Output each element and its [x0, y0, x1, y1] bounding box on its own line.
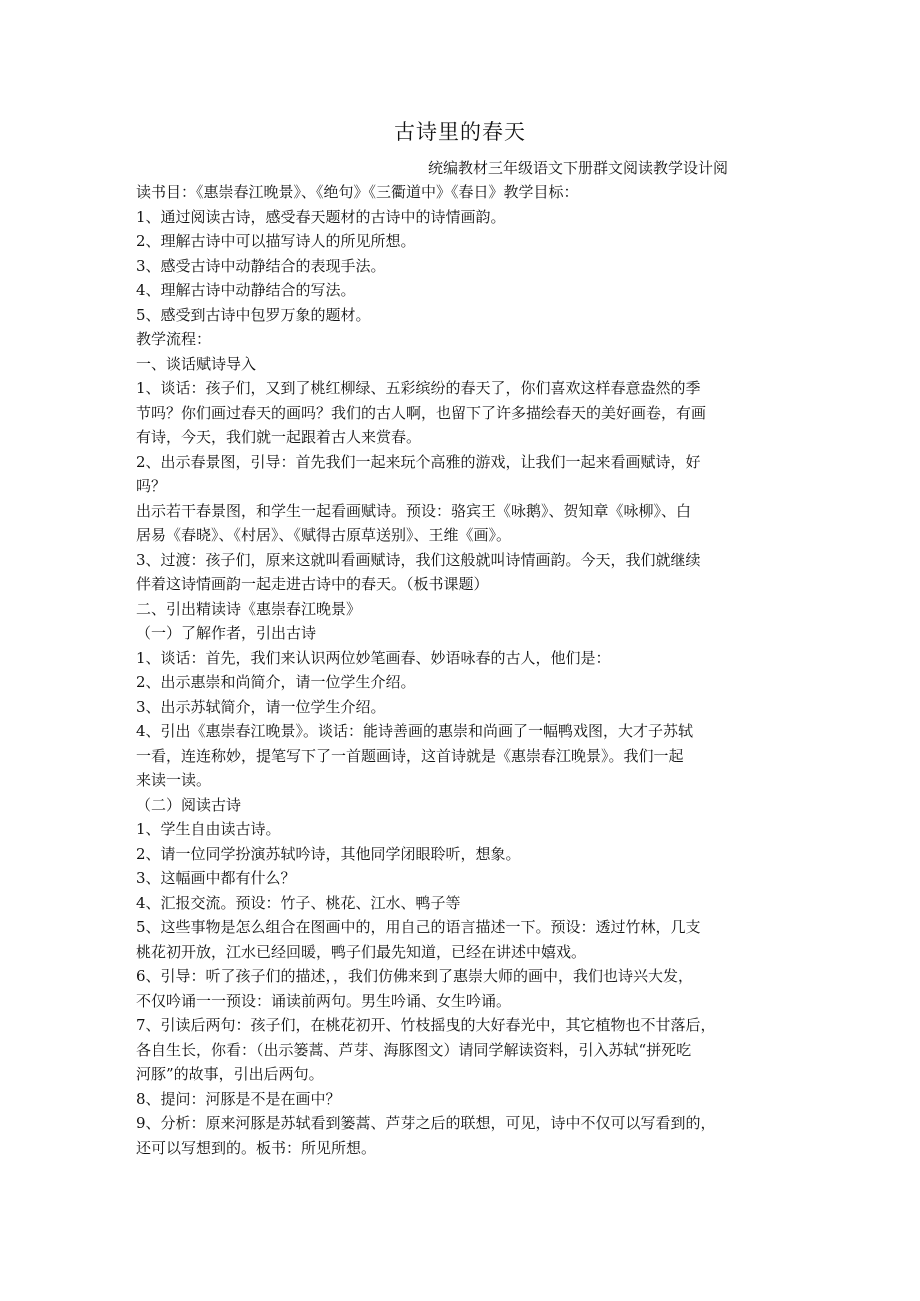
document-subtitle: 统编教材三年级语文下册群文阅读教学设计阅 — [428, 159, 729, 177]
text-line: 3、感受古诗中动静结合的表现手法。 — [136, 256, 386, 275]
text-line: 居易《春晓》、《村居》、《赋得古原草送别》、王维《画》。 — [136, 526, 512, 544]
text-line: 2、出示惠崇和尚简介，请一位学生介绍。 — [136, 673, 416, 691]
text-line: 4、引出《惠崇春江晚景》。谈话：能诗善画的惠崇和尚画了一幅鸭戏图，大才子苏轼 — [136, 722, 694, 740]
text-line: 还可以写想到的。板书：所见所想。 — [136, 1138, 377, 1157]
text-line: 1、谈话：首先，我们来认识两位妙笔画春、妙语咏春的古人，他们是： — [136, 648, 611, 667]
text-line: 3、这幅画中都有什么？ — [136, 869, 296, 887]
text-line: 2、请一位同学扮演苏轼吟诗，其他同学闭眼聆听，想象。 — [136, 844, 521, 863]
text-line: 3、出示苏轼简介，请一位学生介绍。 — [136, 697, 386, 716]
text-line: 吗？ — [136, 477, 167, 495]
text-line: 二、引出精读诗《惠崇春江晚景》 — [136, 599, 362, 618]
text-line: 6、引导：听了孩子们的描述，，我们仿佛来到了惠崇大师的画中，我们也诗兴大发， — [136, 967, 694, 985]
text-line: 节吗？你们画过春天的画吗？我们的古人啊，也留下了许多描绘春天的美好画卷，有画 — [136, 403, 707, 422]
text-line: 2、理解古诗中可以描写诗人的所见所想。 — [136, 232, 416, 250]
text-line: 1、谈话：孩子们，又到了桃红柳绿、五彩缤纷的春天了，你们喜欢这样春意盎然的季 — [136, 379, 701, 397]
text-line: 4、汇报交流。预设：竹子、桃花、江水、鸭子等 — [136, 893, 461, 912]
text-line: （一）了解作者，引出古诗 — [136, 624, 317, 642]
text-line: 5、感受到古诗中包罗万象的题材。 — [136, 305, 371, 324]
text-line: 不仅吟诵一一预设：诵读前两句。男生吟诵、女生吟诵。 — [136, 991, 512, 1010]
document-title: 古诗里的春天 — [394, 120, 526, 144]
text-line: 出示若干春景图，和学生一起看画赋诗。预设：骆宾王《咏鹅》、贺知章《咏柳》、白 — [136, 501, 692, 520]
text-line: 各自生长，你看：（出示篓蒿、芦芽、海豚图文）请同学解读资料，引入苏轼“拼死吃 — [136, 1040, 692, 1059]
text-line: （二）阅读古诗 — [136, 795, 242, 814]
text-line: 8、提问：河豚是不是在画中？ — [136, 1089, 341, 1108]
text-line: 3、过渡：孩子们，原来这就叫看画赋诗，我们这般就叫诗情画韵。今天，我们就继续 — [136, 550, 701, 569]
text-line: 7、引读后两句：孩子们，在桃花初开、竹枝摇曳的大好春光中，其它植物也不甘落后， — [136, 1016, 716, 1034]
text-line: 桃花初开放，江水已经回暖，鸭子们最先知道，已经在讲述中嬉戏。 — [136, 942, 587, 961]
text-line: 9、分析：原来河豚是苏轼看到篓蒿、芦芽之后的联想，可见，诗中不仅可以写看到的， — [136, 1114, 716, 1132]
text-line: 一、谈话赋诗导入 — [136, 354, 257, 373]
text-line: 读书目：《惠崇春江晚景》、《绝句》《三衢道中》《春日》教学目标： — [136, 183, 579, 201]
document-body — [136, 180, 796, 1160]
text-line: 有诗，今天，我们就一起跟着古人来赏春。 — [136, 428, 422, 446]
text-line: 一看，连连称妙，提笔写下了一首题画诗，这首诗就是《惠崇春江晚景》。我们一起 — [136, 746, 684, 765]
text-line: 伴着这诗情画韵一起走进古诗中的春天。（板书课题） — [136, 575, 489, 593]
text-line: 河豚”的故事，引出后两句。 — [136, 1065, 324, 1083]
text-line: 1、学生自由读古诗。 — [136, 820, 281, 838]
text-line: 教学流程： — [136, 330, 212, 348]
text-line: 2、出示春景图，引导：首先我们一起来玩个高雅的游戏，让我们一起来看画赋诗，好 — [136, 452, 701, 471]
text-line: 4、理解古诗中动静结合的写法。 — [136, 281, 356, 299]
text-line: 5、这些事物是怎么组合在图画中的，用自己的语言描述一下。预设：透过竹林，几支 — [136, 918, 701, 936]
text-line: 1、通过阅读古诗，感受春天题材的古诗中的诗情画韵。 — [136, 207, 506, 226]
text-line: 来读一读。 — [136, 771, 212, 789]
